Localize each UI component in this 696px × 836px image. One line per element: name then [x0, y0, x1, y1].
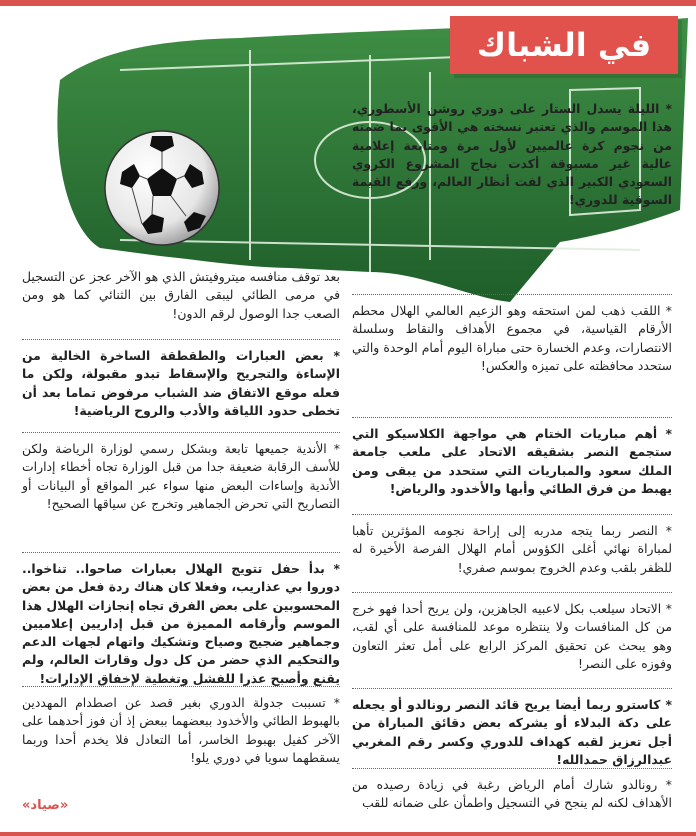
- divider: [352, 294, 672, 295]
- left-column: [22, 560, 340, 688]
- top-accent-band: [0, 0, 696, 6]
- section-title-box: [450, 16, 678, 74]
- article-paragraph: * الاتحاد سيلعب بكل لاعبيه الجاهزين، ولن يريح أحدا فهو خرج من كل المنافسات ولا ينتظره موعد للمنافسة على أي لقب، وهو يبحث عن تحقيق المركز الرابع على أمل تعثر التعاون وفوزه على النصر!: [352, 601, 672, 671]
- article-paragraph: * تسببت جدولة الدوري بغير قصد عن اصطدام المهددين بالهبوط الطائي والأخدود ببعضهما ببعض إذ أن فوز أحدهما على الآخر كفيل بهبوط الخاسر، أما التعادل فلا يخدم أحدا وربما يسقطهما سويا في دوري يلو!: [22, 695, 340, 765]
- left-column: [22, 694, 340, 767]
- divider: [22, 432, 340, 433]
- article-paragraph: * كاسترو ربما أيضا يريح قائد النصر رونالدو أو يجعله على دكة البدلاء أو يشركه بعض دقائق المباراة من أجل تعزيز لقبه كهداف للدوري وكسر رقم المغربي عبدالرزاق حمدالله!: [352, 697, 672, 767]
- divider: [352, 688, 672, 689]
- divider: [22, 686, 340, 687]
- soccer-ball-icon: [102, 128, 222, 248]
- article-paragraph: بعد توقف منافسه ميتروفيتش الذي هو الآخر عجز عن التسجيل في مرمى الطائي ليبقى الفارق بين الثنائي كما هو ومن الصعب جدا الوصول لرقم الدون!: [22, 269, 340, 321]
- article-paragraph: * رونالدو شارك أمام الرياض رغبة في زيادة رصيده من الأهداف لكنه لم ينجح في التسجيل واطمأن على ضمانه للقب: [352, 777, 672, 811]
- divider: [352, 768, 672, 769]
- left-column: [22, 440, 340, 513]
- divider: [352, 592, 672, 593]
- article-paragraph: * النصر ربما يتجه مدربه إلى إراحة نجومه المؤثرين تأهبا لمباراة نهائي أغلى الكؤوس أمام الهلال الفرصة الأخيرة له للظفر بلقب وعدم الخروج بموسم صفري!: [352, 523, 672, 575]
- section-title: في الشباك: [476, 26, 652, 64]
- author-credit: «صياد»: [22, 798, 69, 813]
- divider: [352, 417, 672, 418]
- left-column: [22, 347, 340, 420]
- article-paragraph: * الليلة يسدل الستار على دوري روشن الأسطوري، هذا الموسم والذي تعتبر نسخته هي الأقوى بما ضمته من نجوم كرة عالميين لأول مرة ومتابعة إعلامية عالية غير مسبوقة أكدت نجاح المشروع الكروي السعودي الكبير الذي لفت أنظار العالم، ورفع القيمة السوقية للدوري!: [352, 101, 672, 208]
- divider: [22, 339, 340, 340]
- right-column: [352, 522, 672, 577]
- right-column: [352, 302, 672, 375]
- right-column: [352, 600, 672, 673]
- article-paragraph: * بدأ حفل تتويج الهلال بعبارات صاحوا.. تناخوا.. دوروا بي عذاريب، وفعلا كان هناك ردة فعل من بعض المحسوبين على بعض الفرق تجاه إنجازات الهلال هذا الموسم وأرقامه المميزة من قبل إداريين إعلاميين وجماهير ضجيج وصياح وتشكيك واتهام لجهات الدعم والتحكيم الذي حضر من كل دول وقارات العالم، ولم يقنع وأصبح عذرا للفشل وتغطية لإخفاق الإدارات!: [22, 561, 340, 686]
- right-column: [352, 425, 672, 498]
- left-column: [22, 268, 340, 323]
- right-column: [352, 100, 672, 210]
- divider: [352, 514, 672, 515]
- article-paragraph: * بعض العبارات والطقطقة الساخرة الخالية من الإساءة والتجريح والإسقاط تبدو مقبولة، ولكن ما فعله موقع الاتفاق ضد الشباب مرفوض تماما بعد أن تخطى حدود اللياقة والأدب والروح الرياضية!: [22, 348, 340, 418]
- article-paragraph: * أهم مباريات الختام هي مواجهة الكلاسيكو التي ستجمع النصر بشقيقه الاتحاد على ملعب جامعة الملك سعود والمباريات التي ستحدد من يبقى ومن يهبط من فرق الطائي وأبها والأخدود والرياض!: [352, 426, 672, 496]
- right-column: [352, 776, 672, 813]
- divider: [22, 552, 340, 553]
- bottom-accent-band: [0, 832, 696, 836]
- right-column: [352, 696, 672, 769]
- article-paragraph: * اللقب ذهب لمن استحقه وهو الزعيم العالمي الهلال محطم الأرقام القياسية، في مجموع الأهداف والنقاط وسلسلة الانتصارات، وعدم الخسارة حتى مباراة اليوم أمام الوحدة والتي ستحدد محافظته على تميزه والعكس!: [352, 303, 672, 373]
- article-paragraph: * الأندية جميعها تابعة وبشكل رسمي لوزارة الرياضة ولكن للأسف الرقابة ضعيفة جدا من قبل الوزارة تجاه أخطاء إدارات الأندية وإساءات البعض منها سواء عبر المواقع أو البيانات أو التصاريح التي تحرض الجماهير وتخرج عن سياقها الصحيح!: [22, 441, 340, 511]
